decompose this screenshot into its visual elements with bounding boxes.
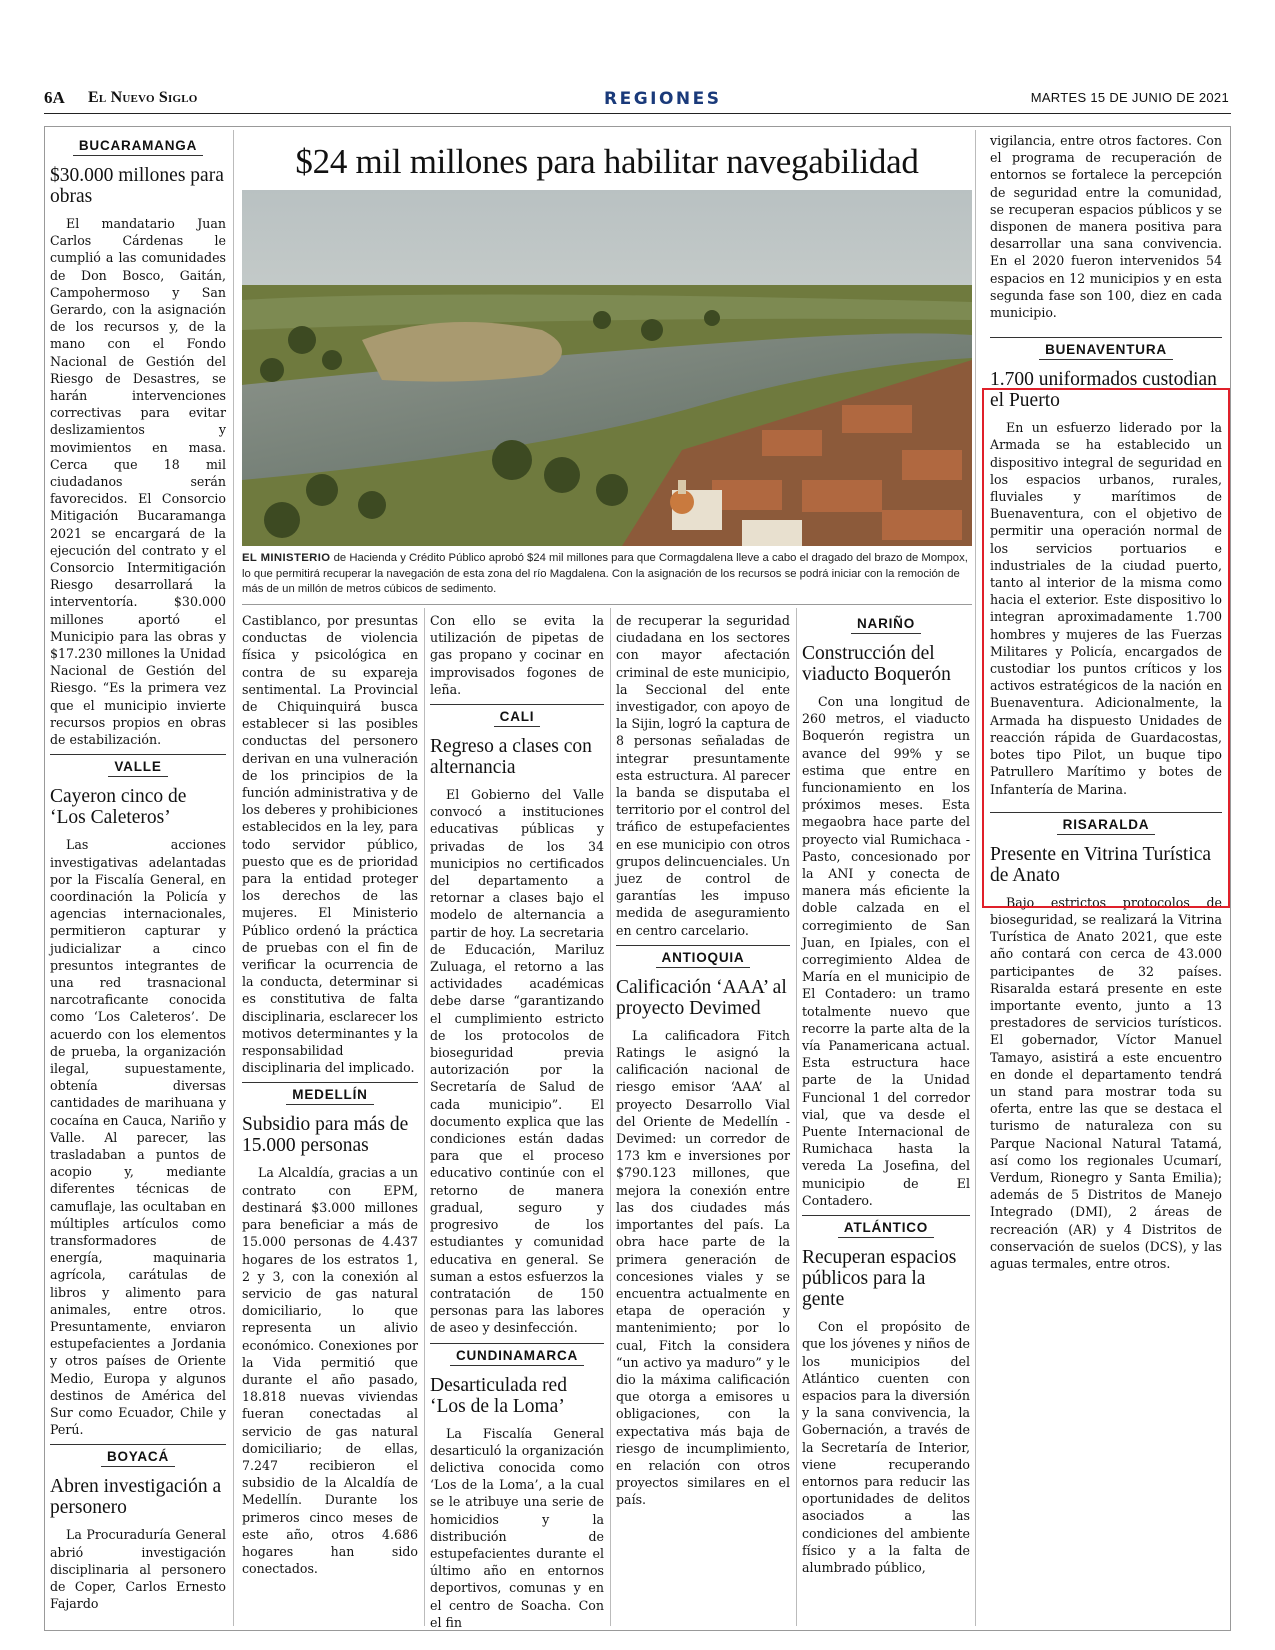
section-tag-buenaventura: BUENAVENTURA xyxy=(990,337,1222,361)
section-tag-medellin: MEDELLÍN xyxy=(242,1082,418,1106)
section-tag-atlantico: ATLÁNTICO xyxy=(802,1215,970,1239)
section-tag-valle: VALLE xyxy=(50,754,226,778)
body-medellin-continued: Con ello se evita la utilización de pipetas de gas propano y cocinar en improvisados fogones de leña. xyxy=(430,613,604,697)
section-name: REGIONES xyxy=(604,89,722,109)
section-tag-risaralda: RISARALDA xyxy=(990,812,1222,836)
caption-text: de Hacienda y Crédito Público aprobó $24 mil millones para que Cormagdalena lleve a cabo el dragado del brazo de Mompox, lo que permitirá recuperar la navegación de esta zona del río Magdalena. Con la asignación de los recursos se podrá iniciar con la remoción de más de un millón de metros cúbicos de sedimento. xyxy=(242,552,968,595)
section-tag-cali: CALI xyxy=(430,704,604,728)
body-cali: El Gobierno del Valle convocó a instituciones educativas públicas y privadas de los 34 municipios no certificados del departamento a retornar a clases bajo el modelo de alternancia a partir de hoy. La secretaria de Educación, Mariluz Zuluaga, el retorno a las actividades académicas debe darse “garantizando el cumplimiento estricto de los protocolos de bioseguridad previa autorización por la Secretaría de Salud de cada municipio”. El documento explica que las condiciones están dadas para que el proceso educativo continúe con el retorno de manera gradual, seguro y progresivo de los estudiantes y comunidad educativa en general. Se suman a estos esfuerzos la contratación de 150 personas para las labores de aseo y desinfección. xyxy=(430,787,604,1336)
headline-valle: Cayeron cinco de ‘Los Caleteros’ xyxy=(50,786,187,829)
body-bucaramanga: El mandatario Juan Carlos Cárdenas le cumplió a las comunidades de Don Bosco, Gaitán, Campohermoso y San Gerardo, con la asignación de los recursos y, de la mano con el Fondo Nacional de Gestión del Riesgo de Desastres, se harán intervenciones correctivas para evitar deslizamientos y movimientos en masa. Cerca que 18 mil ciudadanos serán favorecidos. El Consorcio Mitigación Bucaramanga 2021 se encargará de la ejecución del contrato y el Consorcio Intermitigación Riesgo desarrollará la interventoría. $30.000 millones aportó el Municipio para las obras y $17.230 millones la Unidad Nacional de Gestión del Riesgo. “Es la primera vez que el municipio invierte recursos propios en obras de estabilización. xyxy=(50,216,226,748)
column-rule xyxy=(424,608,425,1626)
section-tag-antioquia: ANTIOQUIA xyxy=(616,945,790,969)
mompox-aerial-image xyxy=(242,190,972,546)
column-rule xyxy=(233,130,234,1626)
headline-atlantico: Recuperan espacios públicos para la gente xyxy=(802,1247,957,1311)
headline-antioquia: Calificación ‘AAA’ al proyecto Devimed xyxy=(616,976,787,1019)
column-rule xyxy=(975,130,976,1626)
body-cundinamarca: La Fiscalía General desarticuló la organización delictiva conocida como ‘Los de la Loma’, a la cual se le atribuye una serie de homicidios y la distribución de estupefacientes durante el último año en entornos deportivos, comunas y en el centro de Soacha. Con el fin xyxy=(430,1425,604,1630)
headline-cundinamarca: Desarticulada red ‘Los de la Loma’ xyxy=(430,1374,567,1417)
body-medellin: La Alcaldía, gracias a un contrato con EPM, destinará $3.000 millones para beneficiar a más de 15.000 personas de 4.437 hogares de los estratos 1, 2 y 3, con la conexión al servicio de gas natural domiciliario, lo que representa un alivio económico. Conexiones por la Vida permitió que durante el año pasado, 18.818 nuevas viviendas fueran conectadas al servicio de gas natural domiciliario; de ellas, 7.247 recibieron el subsidio de la Alcaldía de Medellín. Durante los primeros cinco meses de este año, otros 4.686 hogares han sido conectados. xyxy=(242,1165,418,1577)
body-boyaca: La Procuraduría General abrió investigación disciplinaria al personero de Coper, Carlos Ernesto Fajardo xyxy=(50,1527,226,1612)
body-antioquia: La calificadora Fitch Ratings le asignó la calificación nacional de riesgo emisor ‘AAA’ al proyecto Desarrollo Vial del Oriente de Medellín - Devimed: un corredor de 173 km e inversiones por $790.123 millones, que mejora la conexión entre las dos ciudades más importantes del país. La obra hace parte de la primera generación de concesiones viales y se encuentra actualmente en etapa de operación y mantenimiento; por lo cual, Fitch la considera “un activo ya maduro” y le dio la máxima calificación que otorga a emisores u obligaciones, con la expectativa más baja de riesgo de incumplimiento, en relación con otros proyectos similares en el país. xyxy=(616,1027,790,1508)
section-tag-narino: NARIÑO xyxy=(802,612,970,635)
newspaper-name: El Nuevo Siglo xyxy=(88,89,198,106)
headline-risaralda: Presente en Vitrina Turística de Anato xyxy=(990,843,1212,886)
photo-rule xyxy=(242,604,972,605)
column-3 xyxy=(430,612,604,1631)
body-cundinamarca-continued: de recuperar la seguridad ciudadana en los sectores con mayor afectación criminal de este municipio, la Seccional del ente investigador, con apoyo de la Sijin, logró la captura de 8 personas señaladas de integrar presuntamente esta estructura. Al parecer la banda se disputaba el territorio por el control del tráfico de estupefacientes en ese municipio con otros grupos delincuenciales. Un juez de control de garantías les impuso medida de aseguramiento en centro carcelario. xyxy=(616,613,790,938)
body-boyaca-continued: Castiblanco, por presuntas conductas de violencia física y psicológica en contra de su expareja sentimental. La Provincial de Chiquinquirá busca establecer si las posibles conductas del personero derivan en una vulneración de los principios de la función administrativa y de los deberes y prohibiciones establecidos en la ley, para todo servidor público, puesto que es de prioridad para la entidad proteger los derechos de las mujeres. El Ministerio Público ordenó la práctica de pruebas con el fin de verificar la ocurrencia de la conducta, determinar si es constitutiva de falta disciplinaria, esclarecer los motivos determinantes y la responsabilidad disciplinaria del implicado. xyxy=(242,613,418,1076)
page-number: 6A xyxy=(44,88,65,107)
headline-boyaca: Abren investigación a personero xyxy=(50,1476,222,1519)
body-buenaventura: En un esfuerzo liderado por la Armada se ha establecido un dispositivo integral de seguridad en los espacios urbanos, rurales, fluviales y marítimos de Buenaventura, con el objetivo de permitir una operación normal de los servicios portuarios e industriales de la ciudad puerto, tanto al interior de la misma como hacia el exterior. Este dispositivo lo integran aproximadamente 1.700 hombres y mujeres de las Fuerzas Militares y Policía, encargados de custodiar los puntos críticos y los activos estratégicos de la nación en Buenaventura. Adicionalmente, la Armada ha dispuesto Unidades de reacción rápida de Guardacostas, botes tipo Pilot, un buque tipo Patrullero Marítimo y botes de Infantería de Marina. xyxy=(990,420,1222,797)
headline-bucaramanga: $30.000 millones para obras xyxy=(50,165,224,207)
column-5 xyxy=(802,612,970,1576)
column-rule xyxy=(796,608,797,1626)
column-2 xyxy=(242,612,418,1577)
body-valle: Las acciones investigativas adelantadas por la Fiscalía General, en coordinación la Policía y agencias internacionales, permitieron capturar y judicializar a cinco presuntos integrantes de una red trasnacional narcotraficante conocida como ‘Los Caleteros’. De acuerdo con los elementos de prueba, la organización ilegal, supuestamente, obtenía diversas cantidades de marihuana y cocaína en Cauca, Nariño y Valle. Al parecer, las trasladaban a puntos de acopio y, mediante diferentes técnicas de camuflaje, las ocultaban en múltiples artículos como transformadores de energía, maquinaria agrícola, carátulas de libros y alimento para animales, entre otros. Presuntamente, enviaron estupefacientes a Jordania y otros países de Oriente Medio, Europa y algunos destinos de América del Sur como Ecuador, Chile y Perú. xyxy=(50,837,226,1438)
headline-buenaventura: 1.700 uniformados custodian el Puerto xyxy=(990,369,1217,412)
body-risaralda: Bajo estrictos protocolos de bioseguridad, se realizará la Vitrina Turística de Anato 2021, que este año contará con cerca de 43.000 participantes de 32 países. Risaralda estará presente en este importante evento, junto a 13 prestadores de servicios turísticos. El gobernador, Víctor Manuel Tamayo, asistirá a este encuentro en donde el departamento tendrá un stand para mostrar toda su oferta, entre las que se destaca el turismo de naturaleza con su Parque Nacional Natural Tatamá, así como los regionales Ucumarí, Verdum, Rionegro y Santa Emilia); además de 5 Distritos de Manejo Integrado (DMI), 2 áreas de recreación (AR) y 4 Distritos de conservación de suelos (DCS), y las aguas termales, entre otros. xyxy=(990,894,1222,1271)
column-4 xyxy=(616,612,790,1509)
body-narino: Con una longitud de 260 metros, el viaducto Boquerón registra un avance del 99% y se estima que entre en funcionamiento en los próximos meses. Esta megaobra hace parte del proyecto vial Rumichaca - Pasto, concesionado por la ANI y conecta de manera más eficiente la doble calzada en el corregimiento de San Juan, en Ipiales, con el corregimiento Aldea de María en el municipio de El Contadero: un tramo totalmente nuevo que recorre la parte alta de la vía Panamericana actual. Esta estructura hace parte de la Unidad Funcional 1 del corredor vial, que va desde el Puente Internacional de Rumichaca hasta la vereda La Josefina, del municipio de El Contadero. xyxy=(802,694,970,1208)
section-tag-cundinamarca: CUNDINAMARCA xyxy=(430,1343,604,1367)
page-header xyxy=(44,86,1231,114)
column-rule xyxy=(610,608,611,1626)
issue-date: MARTES 15 DE JUNIO DE 2021 xyxy=(1030,90,1229,105)
photo-caption xyxy=(242,551,972,598)
river-photo xyxy=(242,190,972,546)
column-1 xyxy=(50,134,226,1612)
headline-cali: Regreso a clases con alternancia xyxy=(430,736,592,779)
main-headline: $24 mil millones para habilitar navegabilidad xyxy=(295,142,919,181)
caption-lead: EL MINISTERIO xyxy=(242,552,331,564)
buenaventura-highlight-box xyxy=(982,388,1230,908)
headline-medellin: Subsidio para más de 15.000 personas xyxy=(242,1114,409,1157)
section-tag-bucaramanga: BUCARAMANGA xyxy=(50,134,226,157)
body-atlantico: Con el propósito de que los jóvenes y niños de los municipios del Atlántico cuenten con espacios para la diversión y la sana convivencia, la Gobernación, a través de la Secretaría de Interior, viene recuperando entornos para reducir las oportunidades de delitos asociados a las condiciones del ambiente físico y a la falta de alumbrado público, xyxy=(802,1319,970,1575)
headline-narino: Construcción del viaducto Boquerón xyxy=(802,643,951,685)
section-tag-boyaca: BOYACÁ xyxy=(50,1444,226,1468)
body-atlantico-continued: vigilancia, entre otros factores. Con el programa de recuperación de entornos se fortalece la percepción de seguridad entre la comunidad, se recuperan espacios públicos y se disponen de manera positiva para desarrollar una sana convivencia. En el 2020 fueron intervenidos 54 espacios en 12 municipios y en esta segunda fase son 100, diez en cada municipio. xyxy=(990,133,1222,321)
